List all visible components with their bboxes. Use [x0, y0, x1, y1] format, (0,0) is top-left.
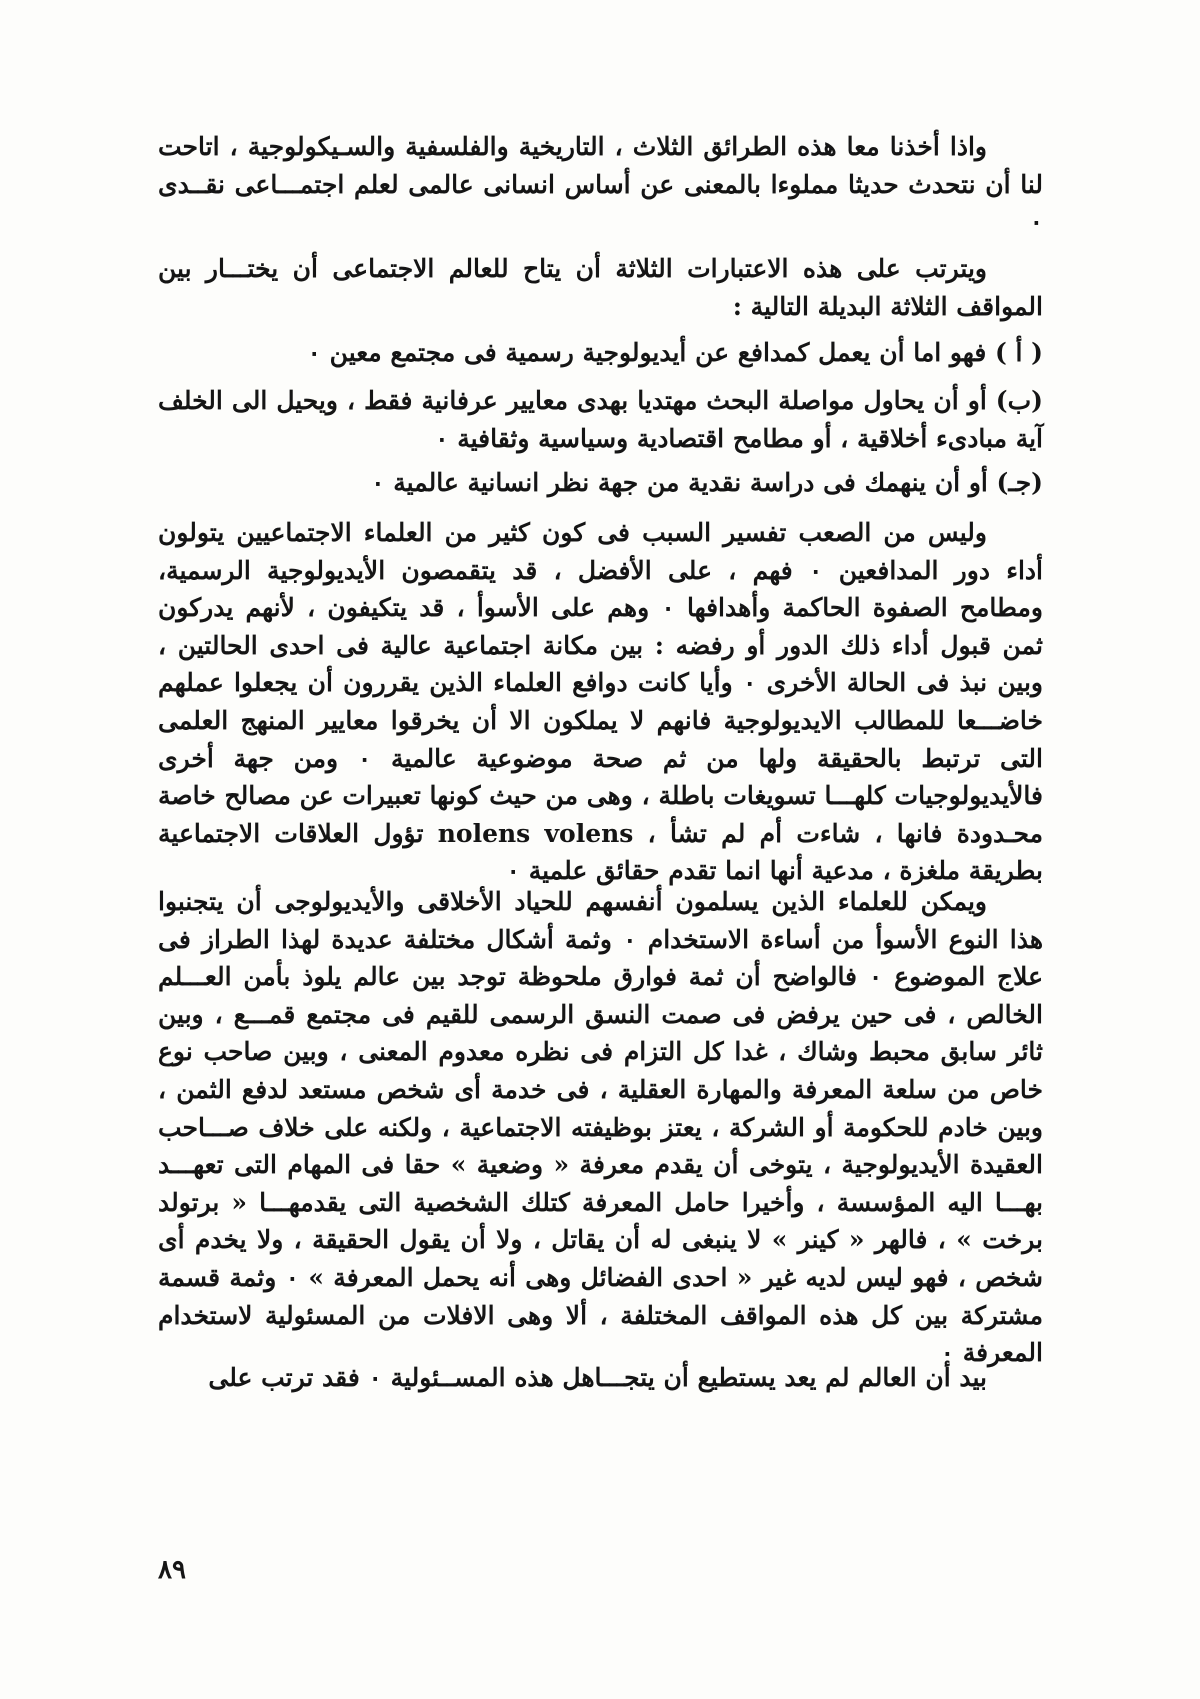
- paragraph-responsibility: [158, 1359, 1043, 1397]
- paragraph-2: ويترتب على هذه الاعتبارات الثلاثة أن يتاح للعالم الاجتماعى أن يختـــار بين المواقف الثلاثة البديلة التالية :: [158, 254, 1043, 321]
- option-a: ( أ ) فهو اما أن يعمل كمدافع عن أيديولوجية رسمية فى مجتمع معين ٠: [307, 338, 1043, 367]
- paragraph-3: [158, 514, 1043, 890]
- paragraph-5: بيد أن العالم لم يعد يستطيع أن يتجـــاهل هذه المســئولية ٠ فقد ترتب على: [208, 1363, 987, 1392]
- paragraph-intro: [158, 128, 1043, 241]
- list-item-c: [158, 464, 1043, 502]
- list-item-a: [158, 334, 1043, 372]
- latin-phrase: nolens volens: [437, 818, 634, 848]
- option-c: (جـ) أو أن ينهمك فى دراسة نقدية من جهة نظر انسانية عالمية ٠: [371, 468, 1043, 497]
- option-b: (ب) أو أن يحاول مواصلة البحث مهتديا بهدى معايير عرفانية فقط ، ويحيل الى الخلف آية مبادىء أخلاقية ، أو مطامح اقتصادية وسياسية وثقافية ٠: [158, 386, 1043, 453]
- paragraph-neutrality: [158, 883, 1043, 1372]
- paragraph-4: ويمكن للعلماء الذين يسلمون أنفسهم للحياد الأخلاقى والأيديولوجى أن يتجنبوا هذا النوع الأسوأ من أساءة الاستخدام ٠ وثمة أشكال مختلفة عديدة لهذا الطراز فى علاج الموضوع ٠ فالواضح أن ثمة فوارق ملحوظة توجد بين عالم يلوذ بأمن العـــلم الخالص ، فى حين يرفض فى صمت النسق الرسمى للقيم فى مجتمع قمـــع ، وبين ثائر سابق محبط وشاك ، غدا كل التزام فى نظره معدوم المعنى ، وبين صاحب نوع خاص من سلعة المعرفة والمهارة العقلية ، فى خدمة أى شخص مستعد لدفع الثمن ، وبين خادم للحكومة أو الشركة ، يعتز بوظيفته الاجتماعية ، ولكنه على خلاف صـــاحب العقيدة الأيديولوجية ، يتوخى أن يقدم معرفة « وضعية » حقا فى المهام التى تعهـــد بهـــا اليه المؤسسة ، وأخيرا حامل المعرفة كتلك الشخصية التى يقدمهـــا « برتولد برخت » ، فالهر « كينر » لا ينبغى له أن يقاتل ، ولا أن يقول الحقيقة ، ولا يخدم أى شخص ، فهو ليس لديه غير « احدى الفضائل وهى أنه يحمل المعرفة » ٠ وثمة قسمة مشتركة بين كل هذه المواقف المختلفة ، ألا وهى الافلات من المسئولية لاستخدام المعرفة ٠: [158, 887, 1044, 1368]
- paragraph-3-end: تؤول العلاقات الاجتماعية بطريقة ملغزة ، مدعية أنها انما تقدم حقائق علمية ٠: [158, 818, 1043, 886]
- paragraph-defenders: [158, 514, 1043, 890]
- paragraph-3-text: وليس من الصعب تفسير السبب فى كون كثير من العلماء الاجتماعيين يتولون أداء دور المدافعين ٠ فهم ، على الأفضل ، قد يتقمصون الأيديولوجية الرسمية، ومطامح الصفوة الحاكمة وأهدافها ٠ وهم على الأسوأ ، قد يتكيفون ، لأنهم يدركون ثمن قبول أداء ذلك الدور أو رفضه : بين مكانة اجتماعية عالية فى احدى الحالتين ، وبين نبذ فى الحالة الأخرى ٠ وأيا كانت دوافع العلماء الذين يقررون أن يجعلوا عملهم خاضـــعا للمطالب الايديولوجية فانهم لا يملكون الا أن يخرقوا معايير المنهج العلمى التى ترتبط بالحقيقة ولها من ثم صحة موضوعية عالمية ٠ ومن جهة أخرى فالأيديولوجيات كلهـــا تسويغات باطلة ، وهى من حيث كونها تعبيرات عن مصالح خاصة محـدودة فانها ، شاءت أم لم تشأ ،: [158, 518, 1044, 848]
- page-number: ٨٩: [158, 1555, 186, 1585]
- list-item-b: [158, 382, 1043, 457]
- paragraph-options-intro: [158, 250, 1043, 325]
- paragraph-1: واذا أخذنا معا هذه الطرائق الثلاث ، التاريخية والفلسفية والسـيكولوجية ، اتاحت لنا أن نتحدث حديثا مملوءا بالمعنى عن أساس انسانى عالمى لعلم اجتمـــاعى نقــدى ٠: [158, 132, 1043, 237]
